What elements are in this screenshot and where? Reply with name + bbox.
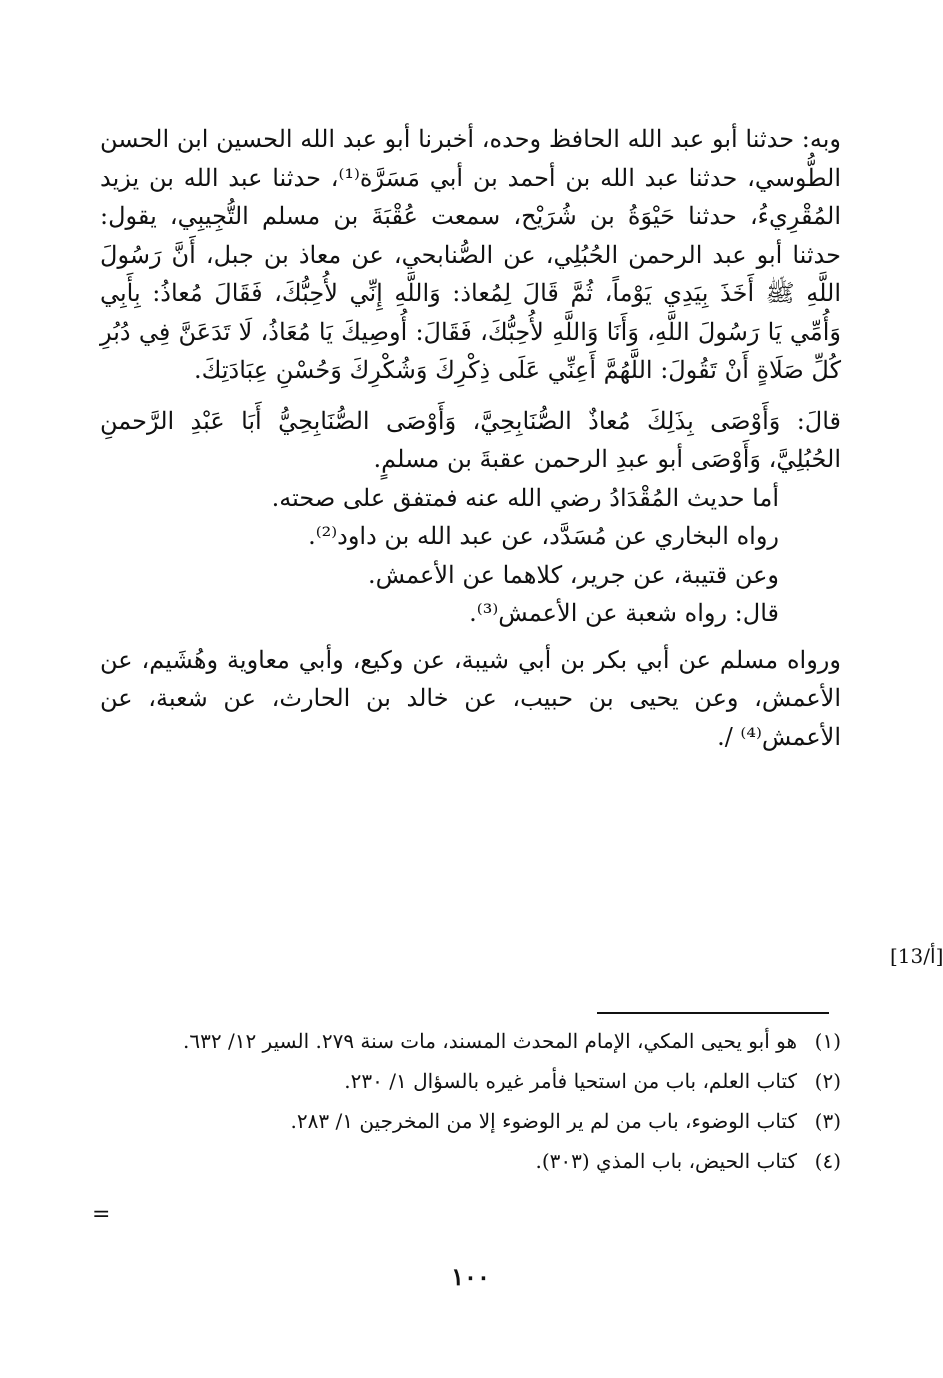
paragraph-bukhari: رواه البخاري عن مُسَدَّد، عن عبد الله بن داود⁽²⁾. <box>308 522 779 550</box>
paragraph-hadith: وبه: حدثنا أبو عبد الله الحافظ وحده، أخبرنا أبو عبد الله الحسين ابن الحسن الطُّوسي، حدثنا عبد الله بن أحمد بن أبي مَسَرَّة⁽¹⁾، حدثنا عبد الله بن يزيد المُقْرِيءُ، حدثنا حَيْوَةُ بن شُرَيْح، سمعت عُقْبَةَ بن مسلم التُّجِيبِي، يقول: حدثنا أبو عبد الرحمن الحُبُلِي، عن الصُّنابحي، عن معاذ بن جبل، أَنَّ رَسُولَ اللَّهِ ﷺ أَخَذَ بِيَدِي يَوْماً، ثُمَّ قَالَ لِمُعاذ: وَاللَّهِ إِنِّي لأُحِبُّكَ، فَقَالَ مُعاذُ: بِأَبِي وَأُمِّي يَا رَسُولَ اللَّهِ، وَأَنَا وَاللَّهِ لأُحِبُّكَ، فَقَالَ: أُوصِيكَ يَا مُعَاذُ، لَا تَدَعَنَّ فِي دُبُرِ كُلِّ صَلَاةٍ أَنْ تَقُولَ: اللَّهُمَّ أَعِنِّي عَلَى ذِكْرِكَ وَشُكْرِكَ وَحُسْنِ عِبَادَتِكَ. <box>100 125 841 384</box>
continuation-mark: = <box>92 1202 111 1227</box>
footnote-text: هو أبو يحيى المكي، الإمام المحدث المسند، مات سنة ٢٧٩. السير ١٢/ ٦٣٢. <box>183 1029 797 1053</box>
paragraph-chain: قالَ: وَأَوْصَى بِذَلِكَ مُعاذٌ الصُّنَابِحِيَّ، وَأَوْصَى الصُّنَابِحِيُّ أَبَا عَبْدِ الرَّحمنِ الحُبُلِيَّ، وَأَوْصَى أبو عبدِ الرحمن عقبةَ بن مسلمٍ. <box>100 406 841 473</box>
footnote-text: كتاب الوضوء، باب من لم ير الوضوء إلا من المخرجين ١/ ٢٨٣. <box>290 1109 797 1133</box>
footnote-4 <box>100 1146 841 1176</box>
page-number: ١٠٠ <box>451 1262 490 1291</box>
footnote-2 <box>100 1066 841 1096</box>
footnote-text: كتاب العلم، باب من استحيا فأمر غيره بالسؤال ١/ ٢٣٠. <box>344 1069 797 1093</box>
footnote-1 <box>100 1026 841 1056</box>
footnote-text: كتاب الحيض، باب المذي (٣٠٣). <box>535 1149 797 1173</box>
paragraph-miqdad: أما حديث المُقْدَادُ رضي الله عنه فمتفق على صحته. <box>271 483 779 512</box>
footnote-number: (١) <box>814 1029 841 1053</box>
paragraph-muslim: ورواه مسلم عن أبي بكر بن أبي شيبة، عن وكيع، وأبي معاوية وهُشَيم، عن الأعمش، وعن يحيى بن حبيب، عن خالد بن الحارث، عن شعبة، عن الأعمش⁽⁴⁾ /. <box>100 645 841 751</box>
footnote-separator <box>597 1012 829 1014</box>
folio-note: [13/أ] <box>890 944 943 968</box>
footnote-number: (٤) <box>814 1149 841 1173</box>
paragraph-shubah: قال: رواه شعبة عن الأعمش⁽³⁾. <box>469 599 779 627</box>
footnote-3 <box>100 1106 841 1136</box>
paragraph-qutaybah: وعن قتيبة، عن جرير، كلاهما عن الأعمش. <box>367 560 779 589</box>
main-text <box>100 120 841 756</box>
footnote-number: (٣) <box>814 1109 841 1133</box>
footnote-number: (٢) <box>814 1069 841 1093</box>
footnotes <box>100 1026 841 1186</box>
